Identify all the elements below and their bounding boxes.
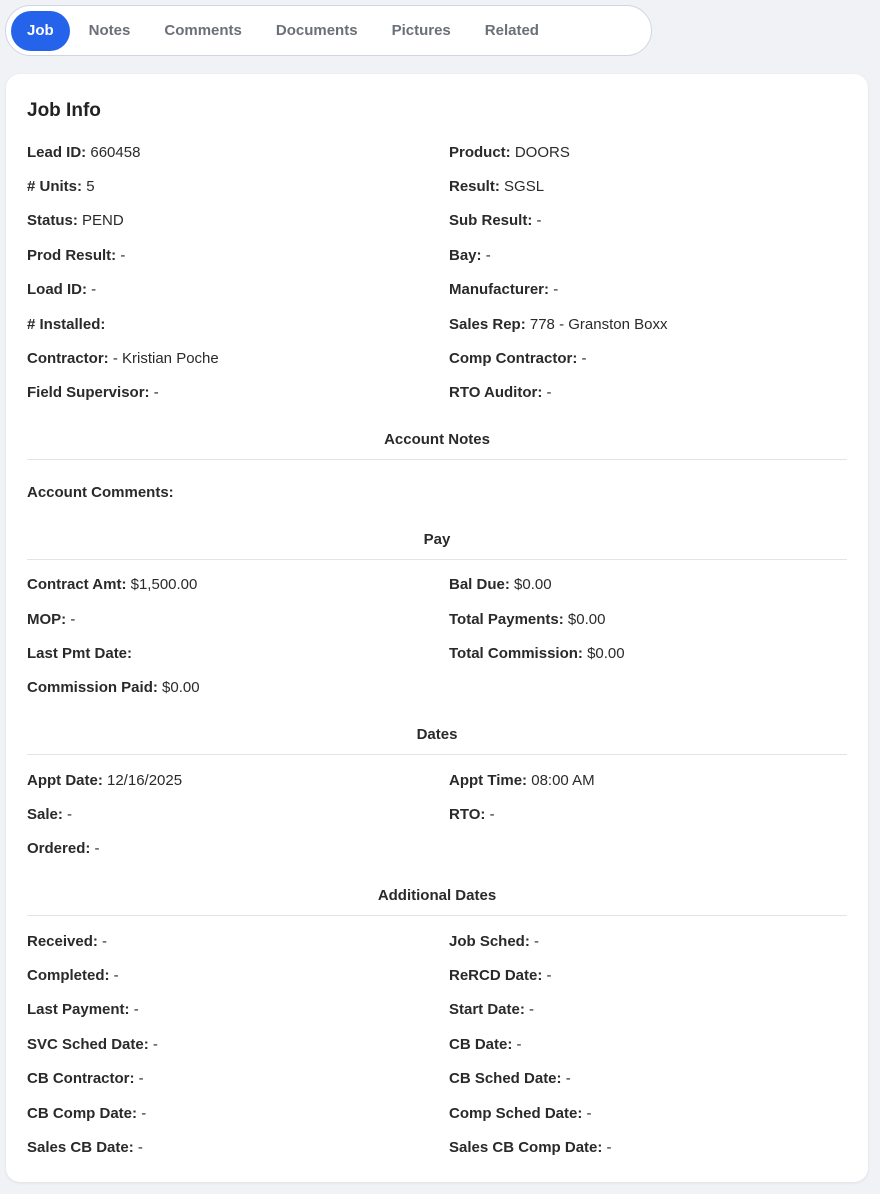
info-row — [27, 142, 847, 164]
field-appt-time: Appt Time: 08:00 AM — [449, 772, 595, 789]
field-job-sched: Job Sched: - — [449, 933, 540, 950]
field-start-date: Start Date: - — [449, 1001, 535, 1018]
field-lead-id: Lead ID: 660458 — [27, 144, 141, 161]
field-total-commission: Total Commission: $0.00 — [449, 645, 625, 662]
field-sub-result: Sub Result: - — [449, 212, 542, 229]
field-cb-comp-date: CB Comp Date: - — [27, 1105, 147, 1122]
info-row — [27, 482, 847, 504]
field-ordered: Ordered: - — [27, 840, 100, 857]
info-row — [27, 770, 847, 792]
info-row — [27, 210, 847, 232]
field-sales-cb-comp-date: Sales CB Comp Date: - — [449, 1139, 612, 1156]
field-comp-contractor: Comp Contractor: - — [449, 350, 587, 367]
field-contract-amt: Contract Amt: $1,500.00 — [27, 576, 198, 593]
info-row — [27, 931, 847, 953]
info-row — [27, 643, 847, 665]
field-last-payment: Last Payment: - — [27, 1001, 139, 1018]
field-result: Result: SGSL — [449, 178, 545, 195]
info-row — [27, 999, 847, 1021]
info-row — [27, 176, 847, 198]
info-row — [27, 348, 847, 370]
section-title-additional-dates: Additional Dates — [377, 887, 497, 904]
field-sale: Sale: - — [27, 806, 73, 823]
field-svc-sched-date: SVC Sched Date: - — [27, 1036, 158, 1053]
field-commission-paid: Commission Paid: $0.00 — [27, 679, 200, 696]
tab-bar — [5, 5, 652, 56]
section-title-dates: Dates — [416, 726, 458, 743]
field-manufacturer: Manufacturer: - — [449, 281, 559, 298]
field-load-id: Load ID: - — [27, 281, 97, 298]
info-row — [27, 804, 847, 826]
field-sales-cb-date: Sales CB Date: - — [27, 1139, 143, 1156]
info-row — [27, 838, 847, 860]
job-info-card — [6, 74, 868, 1182]
field-installed: # Installed: — [27, 316, 106, 333]
section-divider — [27, 915, 847, 916]
field-cb-contractor: CB Contractor: - — [27, 1070, 144, 1087]
field-completed: Completed: - — [27, 967, 119, 984]
info-row — [27, 1068, 847, 1090]
section-divider — [27, 459, 847, 460]
field-appt-date: Appt Date: 12/16/2025 — [27, 772, 183, 789]
section-divider — [27, 559, 847, 560]
field-cb-sched-date: CB Sched Date: - — [449, 1070, 571, 1087]
tab-pictures[interactable]: Pictures — [391, 21, 451, 39]
field-units: # Units: 5 — [27, 178, 95, 195]
field-account-comments: Account Comments: — [27, 484, 174, 501]
field-field-supervisor: Field Supervisor: - — [27, 384, 159, 401]
section-title-pay: Pay — [423, 531, 451, 548]
field-bay: Bay: - — [449, 247, 491, 264]
tab-comments[interactable]: Comments — [164, 21, 242, 39]
info-row — [27, 574, 847, 596]
info-row — [27, 382, 847, 404]
tab-documents[interactable]: Documents — [275, 21, 358, 39]
field-rto: RTO: - — [449, 806, 495, 823]
tab-related[interactable]: Related — [484, 21, 539, 39]
info-row — [27, 314, 847, 336]
info-row — [27, 965, 847, 987]
info-row — [27, 1103, 847, 1125]
card-title: Job Info — [27, 100, 101, 121]
info-row — [27, 279, 847, 301]
field-total-payments: Total Payments: $0.00 — [449, 611, 606, 628]
field-last-pmt-date: Last Pmt Date: — [27, 645, 133, 662]
field-sales-rep: Sales Rep: 778 - Granston Boxx — [449, 316, 668, 333]
field-cb-date: CB Date: - — [449, 1036, 522, 1053]
field-bal-due: Bal Due: $0.00 — [449, 576, 552, 593]
field-rto-auditor: RTO Auditor: - — [449, 384, 552, 401]
section-title-account-notes: Account Notes — [384, 431, 490, 448]
field-received: Received: - — [27, 933, 108, 950]
info-row — [27, 1034, 847, 1056]
field-status: Status: PEND — [27, 212, 124, 229]
field-rercd-date: ReRCD Date: - — [449, 967, 552, 984]
info-row — [27, 677, 847, 699]
field-prod-result: Prod Result: - — [27, 247, 126, 264]
field-contractor: Contractor: - Kristian Poche — [27, 350, 219, 367]
field-mop: MOP: - — [27, 611, 76, 628]
field-comp-sched-date: Comp Sched Date: - — [449, 1105, 592, 1122]
section-divider — [27, 754, 847, 755]
info-row — [27, 245, 847, 267]
info-row — [27, 609, 847, 631]
field-product: Product: DOORS — [449, 144, 570, 161]
info-row — [27, 1137, 847, 1159]
tab-notes[interactable]: Notes — [88, 21, 131, 39]
tab-job[interactable]: Job — [11, 11, 70, 51]
